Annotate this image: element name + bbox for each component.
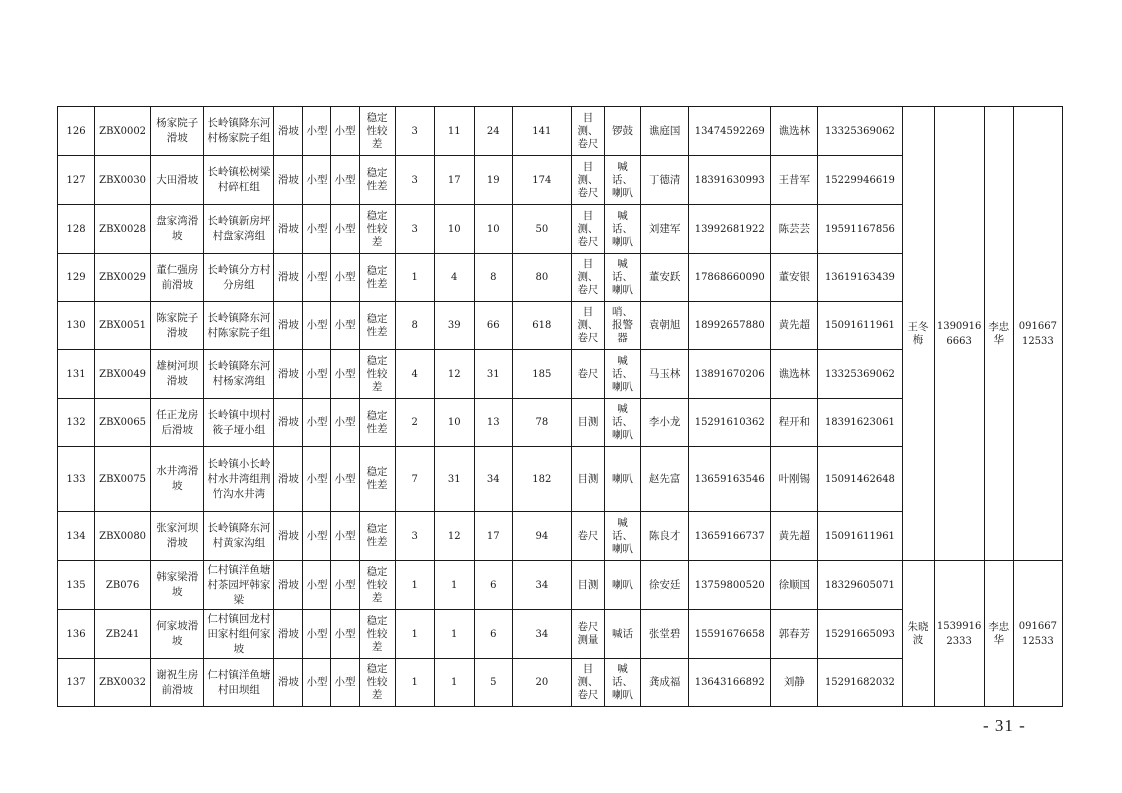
- monitor-phone: 15291610362: [689, 399, 771, 447]
- warning-method: 喊话、喇叭: [604, 156, 640, 205]
- hazard-location: 长岭镇降东河村杨家湾组: [204, 350, 274, 399]
- responsible-phone: 15291665093: [818, 610, 902, 659]
- hazard-code: ZBX0065: [95, 399, 151, 447]
- hazard-type: 滑坡: [274, 512, 303, 561]
- monitor-method: 目测: [571, 561, 604, 610]
- hazard-location: 长岭镇降东河村杨家院子组: [204, 107, 274, 156]
- hazard-type: 滑坡: [274, 399, 303, 447]
- monitor-person: 张堂碧: [641, 610, 689, 659]
- responsible-phone: 15291682032: [818, 659, 902, 707]
- monitor-phone: 13891670206: [689, 350, 771, 399]
- hazard-size: 小型: [331, 156, 359, 205]
- hazard-scale: 小型: [303, 399, 331, 447]
- monitor-person: 董安跃: [641, 254, 689, 302]
- supervisor-phone: 09166712533: [1013, 107, 1062, 561]
- monitor-method: 目测、卷尺: [571, 659, 604, 707]
- stability: 稳定性差: [359, 156, 395, 205]
- hazard-scale: 小型: [303, 205, 331, 254]
- group-leader: 朱晓波: [902, 561, 934, 707]
- property-value: 182: [512, 447, 571, 512]
- monitor-phone: 18992657880: [689, 302, 771, 350]
- stability: 稳定性较差: [359, 610, 395, 659]
- houses-count: 6: [474, 610, 512, 659]
- people-count: 11: [434, 107, 474, 156]
- warning-method: 喊话、喇叭: [604, 659, 640, 707]
- people-count: 39: [434, 302, 474, 350]
- hazard-name: 大田滑坡: [151, 156, 204, 205]
- monitor-person: 赵先富: [641, 447, 689, 512]
- warning-method: 喊话、喇叭: [604, 205, 640, 254]
- stability: 稳定性差: [359, 399, 395, 447]
- responsible-phone: 15091611961: [818, 302, 902, 350]
- stability: 稳定性差: [359, 254, 395, 302]
- stability: 稳定性差: [359, 302, 395, 350]
- hazard-scale: 小型: [303, 156, 331, 205]
- hazard-code: ZBX0032: [95, 659, 151, 707]
- households-count: 1: [395, 561, 434, 610]
- hazard-code: ZB241: [95, 610, 151, 659]
- warning-method: 哨、报警器: [604, 302, 640, 350]
- monitor-phone: 13659163546: [689, 447, 771, 512]
- monitor-person: 陈良才: [641, 512, 689, 561]
- monitor-person: 马玉林: [641, 350, 689, 399]
- houses-count: 19: [474, 156, 512, 205]
- monitor-method: 卷尺测量: [571, 610, 604, 659]
- monitor-method: 卷尺: [571, 512, 604, 561]
- people-count: 1: [434, 610, 474, 659]
- row-number: 126: [58, 107, 95, 156]
- houses-count: 13: [474, 399, 512, 447]
- row-number: 128: [58, 205, 95, 254]
- warning-method: 喊话: [604, 610, 640, 659]
- hazard-scale: 小型: [303, 659, 331, 707]
- property-value: 78: [512, 399, 571, 447]
- hazard-name: 何家坡滑坡: [151, 610, 204, 659]
- monitor-person: 袁朝旭: [641, 302, 689, 350]
- property-value: 141: [512, 107, 571, 156]
- warning-method: 锣鼓: [604, 107, 640, 156]
- stability: 稳定性较差: [359, 350, 395, 399]
- stability: 稳定性较差: [359, 561, 395, 610]
- households-count: 3: [395, 156, 434, 205]
- hazard-code: ZBX0030: [95, 156, 151, 205]
- people-count: 1: [434, 561, 474, 610]
- monitor-person: 徐安廷: [641, 561, 689, 610]
- responsible-person: 叶刚锡: [771, 447, 818, 512]
- property-value: 174: [512, 156, 571, 205]
- hazard-location: 长岭镇降东河村陈家院子组: [204, 302, 274, 350]
- hazard-type: 滑坡: [274, 561, 303, 610]
- group-leader: 王冬梅: [902, 107, 934, 561]
- table-body: [58, 107, 1063, 707]
- page-number: - 31 -: [983, 716, 1026, 735]
- hazard-name: 张家河坝滑坡: [151, 512, 204, 561]
- hazard-size: 小型: [331, 302, 359, 350]
- responsible-person: 徐顺国: [771, 561, 818, 610]
- hazard-size: 小型: [331, 107, 359, 156]
- property-value: 34: [512, 561, 571, 610]
- hazard-size: 小型: [331, 561, 359, 610]
- monitor-method: 卷尺: [571, 350, 604, 399]
- hazard-size: 小型: [331, 205, 359, 254]
- hazard-code: ZBX0028: [95, 205, 151, 254]
- stability: 稳定性差: [359, 447, 395, 512]
- hazard-type: 滑坡: [274, 659, 303, 707]
- houses-count: 34: [474, 447, 512, 512]
- property-value: 185: [512, 350, 571, 399]
- hazard-type: 滑坡: [274, 447, 303, 512]
- households-count: 1: [395, 610, 434, 659]
- monitor-person: 李小龙: [641, 399, 689, 447]
- houses-count: 8: [474, 254, 512, 302]
- row-number: 132: [58, 399, 95, 447]
- hazard-size: 小型: [331, 610, 359, 659]
- monitor-method: 目测、卷尺: [571, 107, 604, 156]
- hazard-scale: 小型: [303, 302, 331, 350]
- houses-count: 31: [474, 350, 512, 399]
- group-leader-phone: 15399162333: [934, 561, 984, 707]
- hazard-code: ZB076: [95, 561, 151, 610]
- monitor-person: 龚成福: [641, 659, 689, 707]
- row-number: 131: [58, 350, 95, 399]
- responsible-phone: 19591167856: [818, 205, 902, 254]
- hazard-location: 长岭镇中坝村筱子垭小组: [204, 399, 274, 447]
- row-number: 137: [58, 659, 95, 707]
- hazard-location: 长岭镇分方村分房组: [204, 254, 274, 302]
- hazard-type: 滑坡: [274, 205, 303, 254]
- hazard-name: 雄树河坝滑坡: [151, 350, 204, 399]
- responsible-phone: 13325369062: [818, 350, 902, 399]
- hazard-location: 仁村镇洋鱼塘村茶园坪韩家梁: [204, 561, 274, 610]
- households-count: 4: [395, 350, 434, 399]
- property-value: 618: [512, 302, 571, 350]
- households-count: 1: [395, 254, 434, 302]
- hazard-scale: 小型: [303, 610, 331, 659]
- people-count: 10: [434, 205, 474, 254]
- responsible-phone: 15091462648: [818, 447, 902, 512]
- monitor-phone: 13474592269: [689, 107, 771, 156]
- hazard-code: ZBX0002: [95, 107, 151, 156]
- row-number: 133: [58, 447, 95, 512]
- hazard-scale: 小型: [303, 350, 331, 399]
- warning-method: 喇叭: [604, 561, 640, 610]
- hazard-type: 滑坡: [274, 610, 303, 659]
- monitor-phone: 13643166892: [689, 659, 771, 707]
- row-number: 134: [58, 512, 95, 561]
- group-leader-phone: 13909166663: [934, 107, 984, 561]
- row-number: 135: [58, 561, 95, 610]
- people-count: 17: [434, 156, 474, 205]
- monitor-phone: 13659166737: [689, 512, 771, 561]
- hazard-type: 滑坡: [274, 350, 303, 399]
- hazard-name: 任正龙房后滑坡: [151, 399, 204, 447]
- responsible-person: 谯选林: [771, 107, 818, 156]
- hazard-size: 小型: [331, 254, 359, 302]
- responsible-person: 谯选林: [771, 350, 818, 399]
- hazard-size: 小型: [331, 399, 359, 447]
- hazard-scale: 小型: [303, 512, 331, 561]
- stability: 稳定性较差: [359, 107, 395, 156]
- responsible-person: 郭春芳: [771, 610, 818, 659]
- hazard-name: 董仁强房前滑坡: [151, 254, 204, 302]
- monitor-phone: 17868660090: [689, 254, 771, 302]
- stability: 稳定性差: [359, 512, 395, 561]
- monitor-method: 目测、卷尺: [571, 254, 604, 302]
- hazard-size: 小型: [331, 350, 359, 399]
- monitor-phone: 18391630993: [689, 156, 771, 205]
- people-count: 10: [434, 399, 474, 447]
- responsible-phone: 18329605071: [818, 561, 902, 610]
- responsible-person: 黄先超: [771, 512, 818, 561]
- monitor-method: 目测、卷尺: [571, 205, 604, 254]
- monitor-method: 目测: [571, 399, 604, 447]
- warning-method: 喊话、喇叭: [604, 399, 640, 447]
- hazard-location: 仁村镇洋鱼塘村田坝组: [204, 659, 274, 707]
- monitor-phone: 13759800520: [689, 561, 771, 610]
- warning-method: 喊话、喇叭: [604, 512, 640, 561]
- responsible-person: 刘静: [771, 659, 818, 707]
- houses-count: 10: [474, 205, 512, 254]
- hazard-name: 杨家院子滑坡: [151, 107, 204, 156]
- responsible-phone: 15229946619: [818, 156, 902, 205]
- hazard-code: ZBX0051: [95, 302, 151, 350]
- hazard-name: 谢祝生房前滑坡: [151, 659, 204, 707]
- hazard-scale: 小型: [303, 447, 331, 512]
- hazard-name: 盘家湾滑坡: [151, 205, 204, 254]
- houses-count: 6: [474, 561, 512, 610]
- monitor-person: 谯庭国: [641, 107, 689, 156]
- responsible-person: 程开和: [771, 399, 818, 447]
- monitor-phone: 13992681922: [689, 205, 771, 254]
- households-count: 8: [395, 302, 434, 350]
- warning-method: 喊话、喇叭: [604, 350, 640, 399]
- hazard-code: ZBX0080: [95, 512, 151, 561]
- hazard-type: 滑坡: [274, 254, 303, 302]
- supervisor-phone: 09166712533: [1013, 561, 1062, 707]
- monitor-person: 丁德清: [641, 156, 689, 205]
- hazard-type: 滑坡: [274, 302, 303, 350]
- warning-method: 喊话、喇叭: [604, 254, 640, 302]
- hazard-type: 滑坡: [274, 107, 303, 156]
- hazard-location: 长岭镇小长岭村水井湾组荆竹沟水井湾: [204, 447, 274, 512]
- row-number: 130: [58, 302, 95, 350]
- hazard-register-table: [57, 106, 1063, 707]
- property-value: 20: [512, 659, 571, 707]
- row-number: 136: [58, 610, 95, 659]
- table-row: [58, 561, 1063, 610]
- responsible-phone: 18391623061: [818, 399, 902, 447]
- hazard-type: 滑坡: [274, 156, 303, 205]
- property-value: 34: [512, 610, 571, 659]
- hazard-location: 仁村镇回龙村田家村组何家坡: [204, 610, 274, 659]
- property-value: 80: [512, 254, 571, 302]
- houses-count: 66: [474, 302, 512, 350]
- row-number: 129: [58, 254, 95, 302]
- households-count: 1: [395, 659, 434, 707]
- houses-count: 17: [474, 512, 512, 561]
- hazard-code: ZBX0029: [95, 254, 151, 302]
- responsible-phone: 13619163439: [818, 254, 902, 302]
- hazard-name: 韩家梁滑坡: [151, 561, 204, 610]
- hazard-location: 长岭镇降东河村黄家沟组: [204, 512, 274, 561]
- people-count: 1: [434, 659, 474, 707]
- hazard-name: 水井湾滑坡: [151, 447, 204, 512]
- people-count: 31: [434, 447, 474, 512]
- monitor-method: 目测、卷尺: [571, 156, 604, 205]
- households-count: 2: [395, 399, 434, 447]
- monitor-method: 目测、卷尺: [571, 302, 604, 350]
- hazard-size: 小型: [331, 512, 359, 561]
- responsible-person: 黄先超: [771, 302, 818, 350]
- houses-count: 5: [474, 659, 512, 707]
- monitor-person: 刘建军: [641, 205, 689, 254]
- stability: 稳定性较差: [359, 659, 395, 707]
- supervisor: 李忠华: [984, 561, 1013, 707]
- hazard-name: 陈家院子滑坡: [151, 302, 204, 350]
- responsible-person: 陈芸芸: [771, 205, 818, 254]
- hazard-code: ZBX0075: [95, 447, 151, 512]
- hazard-scale: 小型: [303, 254, 331, 302]
- hazard-location: 长岭镇松树梁村碎杠组: [204, 156, 274, 205]
- households-count: 3: [395, 107, 434, 156]
- hazard-location: 长岭镇新房坪村盘家湾组: [204, 205, 274, 254]
- hazard-code: ZBX0049: [95, 350, 151, 399]
- row-number: 127: [58, 156, 95, 205]
- people-count: 12: [434, 512, 474, 561]
- hazard-scale: 小型: [303, 561, 331, 610]
- property-value: 94: [512, 512, 571, 561]
- supervisor: 李忠华: [984, 107, 1013, 561]
- households-count: 3: [395, 512, 434, 561]
- responsible-phone: 13325369062: [818, 107, 902, 156]
- responsible-person: 王昔军: [771, 156, 818, 205]
- people-count: 12: [434, 350, 474, 399]
- warning-method: 喇叭: [604, 447, 640, 512]
- houses-count: 24: [474, 107, 512, 156]
- stability: 稳定性较差: [359, 205, 395, 254]
- people-count: 4: [434, 254, 474, 302]
- responsible-person: 董安银: [771, 254, 818, 302]
- households-count: 3: [395, 205, 434, 254]
- table-row: [58, 107, 1063, 156]
- households-count: 7: [395, 447, 434, 512]
- property-value: 50: [512, 205, 571, 254]
- responsible-phone: 15091611961: [818, 512, 902, 561]
- monitor-method: 目测: [571, 447, 604, 512]
- hazard-scale: 小型: [303, 107, 331, 156]
- monitor-phone: 15591676658: [689, 610, 771, 659]
- hazard-size: 小型: [331, 447, 359, 512]
- hazard-size: 小型: [331, 659, 359, 707]
